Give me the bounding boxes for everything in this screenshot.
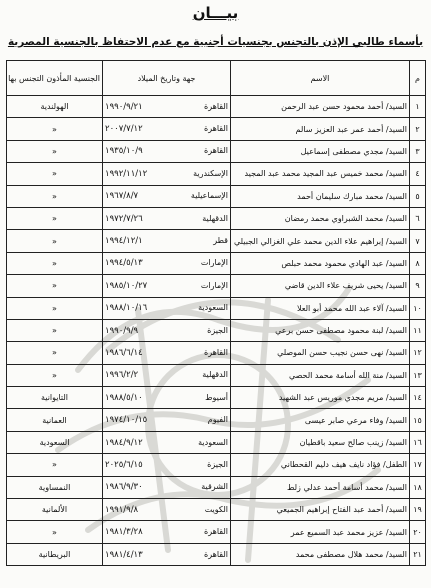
table-row <box>7 387 426 409</box>
birth-place: القاهرة <box>204 527 228 537</box>
birth-cell <box>103 275 231 297</box>
header-birth: جهة وتاريخ الميلاد <box>103 61 231 96</box>
birth-place: قطر <box>213 236 228 246</box>
row-number: ١٨ <box>410 476 426 498</box>
table-row <box>7 297 426 319</box>
nationality: « <box>7 275 103 297</box>
person-name: السيد/ إبراهيم علاء الدين محمد علي الغزالي الجبيلي <box>231 230 410 252</box>
birth-place: الإمارات <box>200 280 228 290</box>
nationality: « <box>7 140 103 162</box>
nationality: « <box>7 230 103 252</box>
person-name: السيد/ نهى حسن نجيب حسن الموصلي <box>231 342 410 364</box>
birth-date: ١٩٨٦/٩/٣٠ <box>105 482 143 493</box>
row-number: ٨ <box>410 252 426 274</box>
person-name: السيد/ محمد مبارك سليمان أحمد <box>231 185 410 207</box>
row-number: ١٧ <box>410 454 426 476</box>
birth-place: الجيزة <box>207 459 228 469</box>
row-number: ١ <box>410 96 426 118</box>
birth-date: ٢٠٠٧/٧/١٢ <box>105 124 143 135</box>
birth-place: القاهرة <box>204 124 228 134</box>
birth-cell <box>103 499 231 521</box>
nationality: « <box>7 521 103 543</box>
birth-date: ١٩٣٥/١٠/٩ <box>105 146 143 157</box>
table-row <box>7 140 426 162</box>
row-number: ٧ <box>410 230 426 252</box>
birth-cell <box>103 163 231 185</box>
birth-place: الإمارات <box>200 258 228 268</box>
nationality: « <box>7 207 103 229</box>
table-row <box>7 454 426 476</box>
birth-place: أسيوط <box>205 392 228 402</box>
table-row <box>7 364 426 386</box>
row-number: ٢١ <box>410 543 426 565</box>
person-name: السيد/ أحمد عبد الفتاح إبراهيم الجميعي <box>231 499 410 521</box>
nationality: « <box>7 319 103 341</box>
person-name: السيد/ آلاء عبد الله محمد أبو العلا <box>231 297 410 319</box>
person-name: السيد/ محمد الشبراوي محمد رمضان <box>231 207 410 229</box>
applicants-table <box>6 60 426 566</box>
birth-cell <box>103 118 231 140</box>
person-name: السيد/ محمد خميس عبد المجيد محمد عبد المجيد <box>231 163 410 185</box>
row-number: ١٥ <box>410 409 426 431</box>
birth-date: ١٩٨١/٣/٢٨ <box>105 527 143 538</box>
nationality: « <box>7 297 103 319</box>
birth-place: الفيوم <box>207 415 228 425</box>
table-row <box>7 230 426 252</box>
header-name: الاسم <box>231 61 410 96</box>
nationality: « <box>7 252 103 274</box>
birth-cell <box>103 185 231 207</box>
table-row <box>7 409 426 431</box>
birth-cell <box>103 387 231 409</box>
nationality: « <box>7 342 103 364</box>
birth-date: ١٩٩٦/٢/٢ <box>105 370 139 381</box>
birth-date: ١٩٨٥/١٠/٢٧ <box>105 280 148 291</box>
row-number: ١٣ <box>410 364 426 386</box>
birth-place: الدقهلية <box>202 370 228 380</box>
birth-cell <box>103 543 231 565</box>
birth-date: ١٩٨٦/٦/١٤ <box>105 347 143 358</box>
birth-date: ١٩٨٨/١٠/١٦ <box>105 303 148 314</box>
birth-date: ١٩٩٤/٥/١٣ <box>105 258 143 269</box>
row-number: ٥ <box>410 185 426 207</box>
person-name: السيد/ أحمد عمر عبد العزيز سالم <box>231 118 410 140</box>
person-name: السيد/ أحمد محمود حسن عبد الرحمن <box>231 96 410 118</box>
birth-date: ١٩٦٧/٨/٧ <box>105 191 139 202</box>
person-name: السيد/ مريم مجدي موريس عبد الشهيد <box>231 387 410 409</box>
birth-date: ١٩٧٤/١٠/١٥ <box>105 415 148 426</box>
nationality: العمانية <box>7 409 103 431</box>
person-name: السيد/ لبنة محمود مصطفى حسن برعي <box>231 319 410 341</box>
person-name: السيد/ يحيى شريف علاء الدين قاضي <box>231 275 410 297</box>
birth-cell <box>103 297 231 319</box>
row-number: ٦ <box>410 207 426 229</box>
birth-cell <box>103 319 231 341</box>
birth-place: السعودية <box>198 437 228 447</box>
row-number: ١١ <box>410 319 426 341</box>
birth-cell <box>103 364 231 386</box>
birth-place: السعودية <box>198 303 228 313</box>
row-number: ٣ <box>410 140 426 162</box>
birth-cell <box>103 96 231 118</box>
birth-date: ١٩٨٨/٥/١٠ <box>105 392 143 403</box>
birth-cell <box>103 342 231 364</box>
birth-cell <box>103 409 231 431</box>
nationality: « <box>7 118 103 140</box>
birth-date: ١٩٩٤/١٢/١ <box>105 236 143 247</box>
table-row <box>7 185 426 207</box>
table-row <box>7 207 426 229</box>
person-name: السيد/ عبد الهادي محمود محمد حبلص <box>231 252 410 274</box>
birth-cell <box>103 230 231 252</box>
row-number: ٢٠ <box>410 521 426 543</box>
birth-cell <box>103 207 231 229</box>
birth-place: الجيزة <box>207 325 228 335</box>
table-row <box>7 163 426 185</box>
row-number: ٤ <box>410 163 426 185</box>
birth-cell <box>103 140 231 162</box>
birth-cell <box>103 476 231 498</box>
birth-date: ١٩٩٠/٩/٢١ <box>105 101 143 112</box>
table-row <box>7 499 426 521</box>
nationality: السعودية <box>7 431 103 453</box>
birth-date: ١٩٧٢/٧/٢٦ <box>105 213 143 224</box>
row-number: ١٢ <box>410 342 426 364</box>
birth-date: ١٩٩٠/٩/٩ <box>105 325 139 336</box>
table-row <box>7 319 426 341</box>
birth-cell <box>103 521 231 543</box>
birth-place: القاهرة <box>204 347 228 357</box>
nationality: « <box>7 364 103 386</box>
table-row <box>7 543 426 565</box>
birth-place: القاهرة <box>204 146 228 156</box>
birth-place: القاهرة <box>204 549 228 559</box>
birth-place: الدقهلية <box>202 213 228 223</box>
row-number: ١٩ <box>410 499 426 521</box>
birth-date: ٢٠٢٥/٦/١٥ <box>105 459 143 470</box>
header-num: م <box>410 61 426 96</box>
table-header-row <box>7 61 426 96</box>
person-name: الطفل/ فؤاد نايف هيف دليم القحطاني <box>231 454 410 476</box>
birth-cell <box>103 454 231 476</box>
birth-cell <box>103 431 231 453</box>
table-row <box>7 342 426 364</box>
birth-date: ١٩٨٤/٩/١٢ <box>105 437 143 448</box>
nationality: « <box>7 454 103 476</box>
row-number: ١٠ <box>410 297 426 319</box>
page-subtitle: بأسماء طالبي الإذن بالتجنس بجنسيات أجنبية مع عدم الاحتفاظ بالجنسية المصرية <box>7 36 424 48</box>
birth-date: ١٩٩١/٩/٨ <box>105 504 139 515</box>
birth-date: ١٩٨١/٤/١٣ <box>105 549 143 560</box>
row-number: ١٤ <box>410 387 426 409</box>
nationality: البريطانية <box>7 543 103 565</box>
birth-place: الكويت <box>204 504 228 514</box>
row-number: ٩ <box>410 275 426 297</box>
person-name: السيد/ منة الله أسامة محمد الحصي <box>231 364 410 386</box>
person-name: السيد/ عزيز محمد عبد السميع عمر <box>231 521 410 543</box>
nationality: « <box>7 163 103 185</box>
row-number: ٢ <box>410 118 426 140</box>
nationality: الهولندية <box>7 96 103 118</box>
page-title: بيـــان <box>192 4 239 22</box>
nationality: النمساوية <box>7 476 103 498</box>
header-nationality: الجنسية المأذون التجنس بها <box>7 61 103 96</box>
birth-cell <box>103 252 231 274</box>
table-row <box>7 476 426 498</box>
table-row <box>7 275 426 297</box>
person-name: السيد/ وفاء مرعي صابر عيسى <box>231 409 410 431</box>
person-name: السيد/ زينب صالح سعيد باقطيان <box>231 431 410 453</box>
birth-date: ١٩٩٢/١١/١٢ <box>105 168 148 179</box>
birth-place: الإسماعيلية <box>190 191 228 201</box>
table-row <box>7 252 426 274</box>
birth-place: الشرقية <box>201 482 228 492</box>
birth-place: الإسكندرية <box>193 168 228 178</box>
table-row <box>7 521 426 543</box>
table-row <box>7 118 426 140</box>
row-number: ١٦ <box>410 431 426 453</box>
birth-place: القاهرة <box>204 101 228 111</box>
person-name: السيد/ محمد هلال مصطفى محمد <box>231 543 410 565</box>
nationality: التايوانية <box>7 387 103 409</box>
person-name: السيد/ محمد أسامة أحمد عدلي زلط <box>231 476 410 498</box>
table-row <box>7 431 426 453</box>
nationality: « <box>7 185 103 207</box>
table-row <box>7 96 426 118</box>
nationality: الألمانية <box>7 499 103 521</box>
person-name: السيد/ مجدي مصطفى إسماعيل <box>231 140 410 162</box>
